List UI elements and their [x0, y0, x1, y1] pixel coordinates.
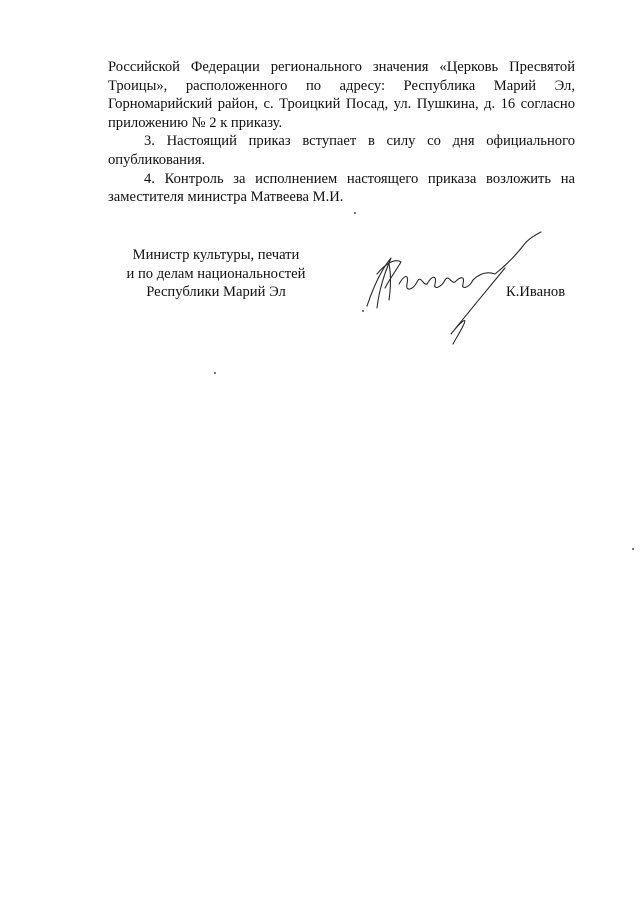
signatory-position-line-2: и по делам национальностей — [126, 265, 306, 282]
scan-speck — [362, 310, 364, 312]
signatory-position — [96, 246, 336, 302]
signatory-name: К.Иванов — [506, 284, 566, 300]
scan-speck — [214, 372, 216, 374]
scan-speck — [632, 548, 634, 550]
signatory-position-line-1: Министр культуры, печати — [132, 247, 300, 263]
document-body — [108, 58, 575, 207]
paragraph-item-4-control: 4. Контроль за исполнением настоящего приказа возложить на заместителя министра Матвеева М.И. — [108, 170, 575, 206]
signatory-position-line-3: Республики Марий Эл — [146, 284, 286, 301]
paragraph-item-3-effective-date: 3. Настоящий приказ вступает в силу со дня официального опубликования. — [108, 133, 575, 168]
scan-speck — [354, 212, 356, 214]
paragraph-object-description: Российской Федерации регионального значения «Церковь Пресвятой Троицы», расположенного по адресу: Республика Марий Эл, Горномарийский район, с. Троицкий Посад, ул. Пушкина, д. 16 согласно приложению № 2 к приказу. — [108, 59, 575, 131]
